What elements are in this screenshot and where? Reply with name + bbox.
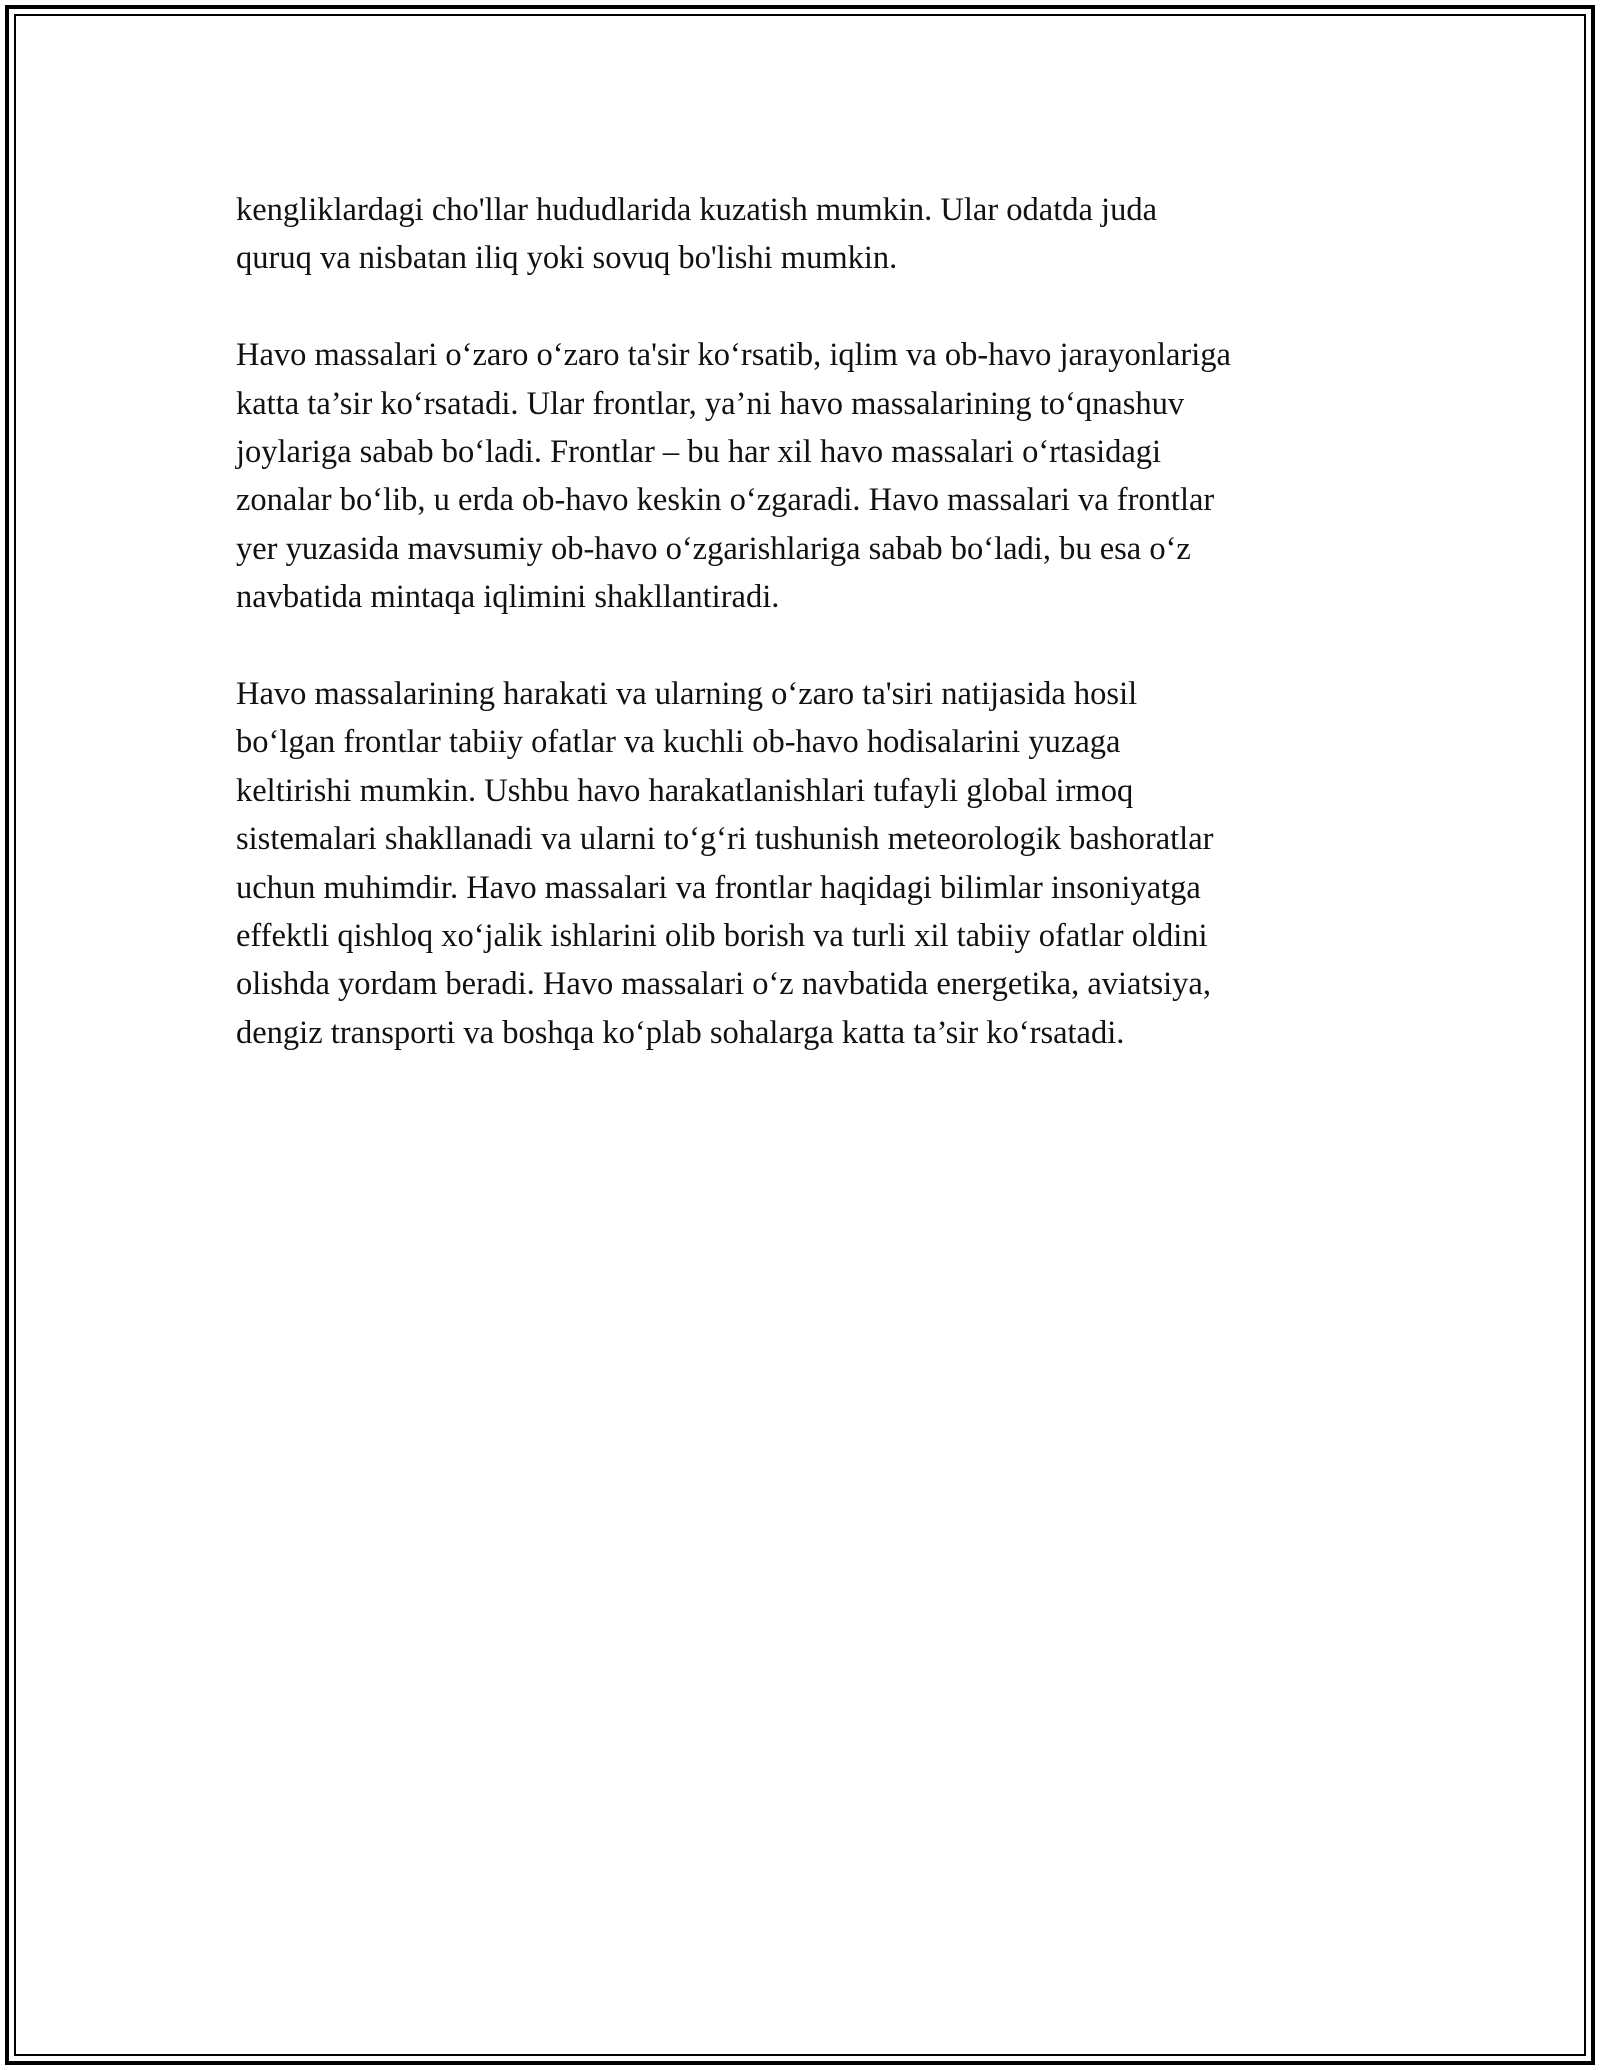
text-line: olishda yordam beradi. Havo massalari o‘z navbatida energetika, aviatsiya, xyxy=(236,966,1211,1003)
text-line: keltirishi mumkin. Ushbu havo harakatlanishlari tufayli global irmoq xyxy=(236,772,1134,809)
text-line: katta ta’sir ko‘rsatadi. Ular frontlar, ya’ni havo massalarining to‘qnashuv xyxy=(236,385,1185,422)
text-line: Havo massalarining harakati va ularning o‘zaro ta'siri natijasida hosil xyxy=(236,676,1138,713)
paragraph-1 xyxy=(236,186,1376,283)
text-line: bo‘lgan frontlar tabiiy ofatlar va kuchli ob-havo hodisalarini yuzaga xyxy=(236,724,1121,761)
text-line: kengliklardagi cho'llar hududlarida kuzatish mumkin. Ular odatda juda xyxy=(236,192,1158,228)
text-line: dengiz transporti va boshqa ko‘plab sohalarga katta ta’sir ko‘rsatadi. xyxy=(236,1014,1125,1051)
document-body xyxy=(236,186,1376,1057)
text-line: joylariga sabab bo‘ladi. Frontlar – bu har xil havo massalari o‘rtasidagi xyxy=(236,434,1162,471)
text-line: yer yuzasida mavsumiy ob-havo o‘zgarishlariga sabab bo‘ladi, bu esa o‘z xyxy=(236,530,1191,567)
text-line: uchun muhimdir. Havo massalari va frontlar haqidagi bilimlar insoniyatga xyxy=(236,869,1201,906)
text-line: effektli qishloq xo‘jalik ishlarini olib borish va turli xil tabiiy ofatlar oldini xyxy=(236,918,1208,955)
text-line: quruq va nisbatan iliq yoki sovuq bo'lishi mumkin. xyxy=(236,240,898,277)
text-line: zonalar bo‘lib, u erda ob-havo keskin o‘zgaradi. Havo massalari va frontlar xyxy=(236,482,1215,519)
text-line: sistemalari shakllanadi va ularni to‘g‘ri tushunish meteorologik bashoratlar xyxy=(236,821,1214,858)
paragraph-3 xyxy=(236,670,1376,1057)
text-line: navbatida mintaqa iqlimini shakllantiradi. xyxy=(236,579,780,616)
paragraph-2 xyxy=(236,331,1376,621)
text-line: Havo massalari o‘zaro o‘zaro ta'sir ko‘rsatib, iqlim va ob-havo jarayonlariga xyxy=(236,337,1231,374)
